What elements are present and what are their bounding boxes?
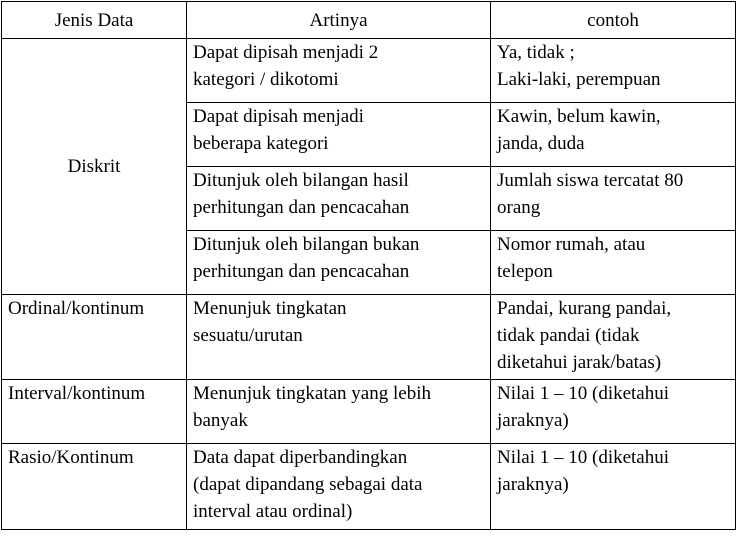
cell-line: (dapat dipandang sebagai data [193,474,423,495]
cell-line: Ditunjuk oleh bilangan hasil [193,170,409,191]
cell-line: Nilai 1 – 10 (diketahui [497,447,670,468]
cell-line: Nomor rumah, atau [497,234,646,255]
cell-line: perhitungan dan pencacahan [193,197,410,218]
meaning-cell [187,39,491,103]
cell-line: jaraknya) [497,474,569,495]
table-row [2,380,736,444]
cell-line: Jumlah siswa tercatat 80 [497,170,684,191]
cell-line: beberapa kategori [193,133,329,154]
table-row [2,39,736,103]
example-cell [491,39,736,103]
cell-line: Data dapat diperbandingkan [193,447,408,468]
data-types-table [1,1,736,530]
cell-line: perhitungan dan pencacahan [193,261,410,282]
table-row [2,444,736,530]
example-cell [491,231,736,295]
cell-line: interval atau ordinal) [193,501,353,522]
meaning-cell [187,444,491,530]
meaning-cell [187,103,491,167]
example-cell [491,167,736,231]
cell-line: Kawin, belum kawin, [497,106,661,127]
meaning-cell [187,380,491,444]
cell-line: Nilai 1 – 10 (diketahui [497,383,670,404]
cell-line: banyak [193,410,248,431]
data-type-cell: Interval/kontinum [2,380,187,444]
example-cell [491,295,736,380]
data-type-cell: Rasio/Kontinum [2,444,187,530]
cell-line: jaraknya) [497,410,569,431]
cell-line: Pandai, kurang pandai, [497,298,672,319]
data-type-cell: Ordinal/kontinum [2,295,187,380]
header-row [2,2,736,39]
cell-line: Dapat dipisah menjadi [193,106,364,127]
cell-line: kategori / dikotomi [193,69,339,90]
meaning-cell [187,231,491,295]
table-body [2,39,736,530]
cell-line: telepon [497,261,553,282]
data-type-cell: Diskrit [2,39,187,295]
cell-line: diketahui jarak/batas) [497,352,662,373]
example-cell [491,380,736,444]
cell-line: sesuatu/urutan [193,325,303,346]
cell-line: Menunjuk tingkatan [193,298,347,319]
cell-line: tidak pandai (tidak [497,325,640,346]
meaning-cell [187,167,491,231]
cell-line: Laki-laki, perempuan [497,69,661,90]
cell-line: janda, duda [497,133,585,154]
cell-line: orang [497,197,541,218]
cell-line: Dapat dipisah menjadi 2 [193,42,379,63]
meaning-cell [187,295,491,380]
example-cell [491,444,736,530]
cell-line: Ya, tidak ; [497,42,575,63]
example-cell [491,103,736,167]
cell-line: Menunjuk tingkatan yang lebih [193,383,431,404]
header-jenis-data: Jenis Data [2,2,187,39]
header-artinya: Artinya [187,2,491,39]
cell-line: Ditunjuk oleh bilangan bukan [193,234,420,255]
header-contoh: contoh [491,2,736,39]
table-row [2,295,736,380]
